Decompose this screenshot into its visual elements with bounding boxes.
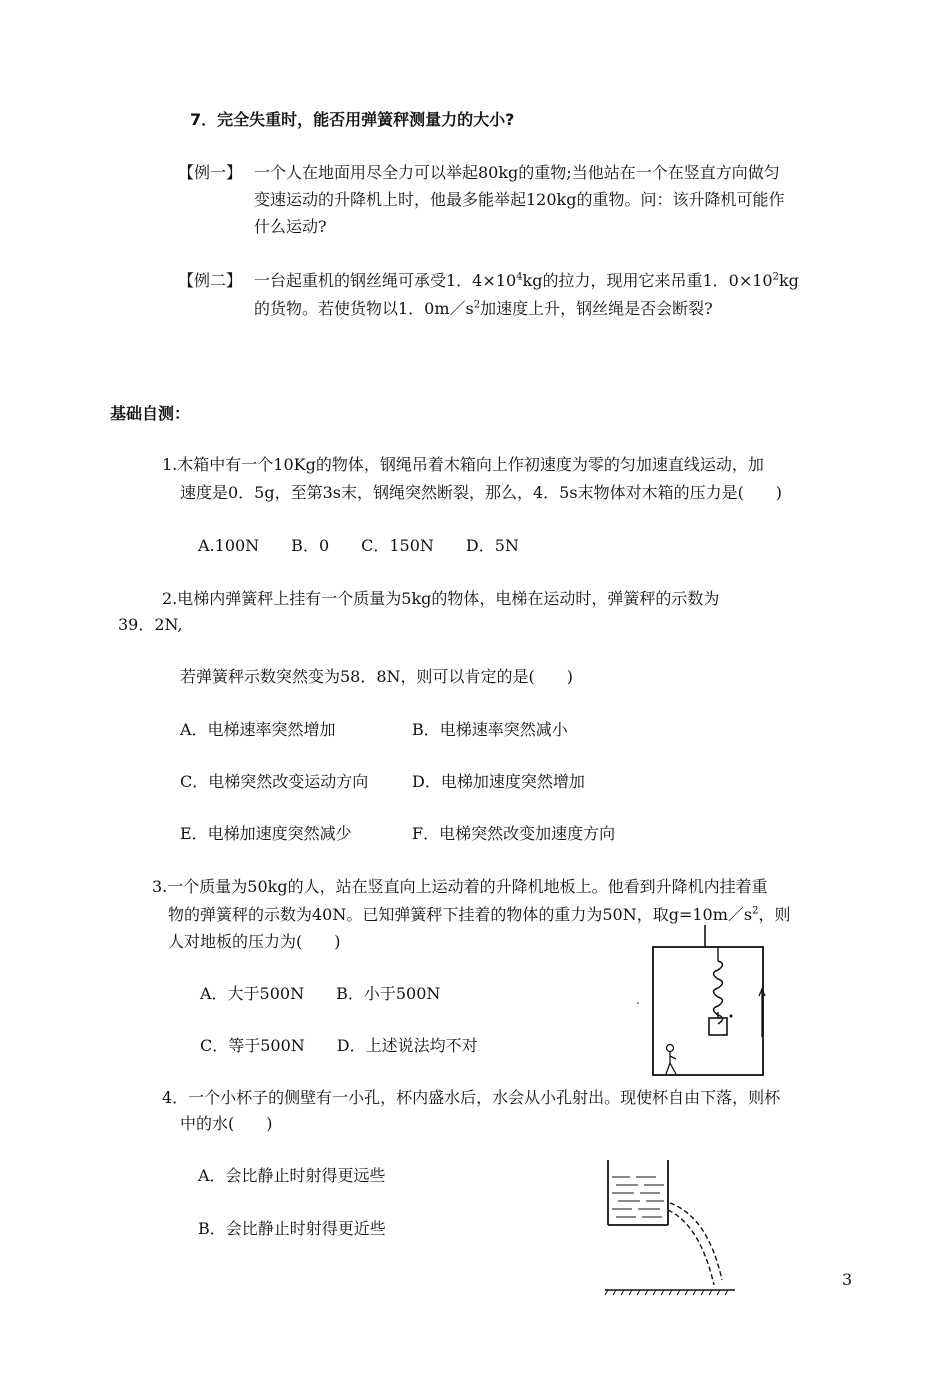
section-title: 7．完全失重时，能否用弹簧秤测量力的大小? — [190, 110, 515, 129]
q3-line-1: 3.一个质量为50kg的人，站在竖直向上运动着的升降机地板上。他看到升降机内挂着重 — [152, 877, 768, 896]
page-number: 3 — [842, 1270, 853, 1289]
q2-option-b: B．电梯速率突然减小 — [412, 720, 568, 739]
cup-figure — [600, 1155, 745, 1305]
q1-options: A.100N B．0 C．150N D．5N — [198, 536, 519, 555]
example1-line-2: 变速运动的升降机上时，他最多能举起120kg的重物。问：该升降机可能作 — [254, 190, 785, 209]
example1-line-3: 什么运动? — [254, 217, 327, 236]
q2-option-f: F．电梯突然改变加速度方向 — [412, 824, 616, 843]
q4-line-1: 4．一个小杯子的侧壁有一小孔，杯内盛水后，水会从小孔射出。现使杯自由下落，则杯 — [162, 1088, 781, 1107]
example2-tag: 【例二】 — [178, 271, 243, 290]
q1-line-1: 1.木箱中有一个10Kg的物体，钢绳吊着木箱向上作初速度为零的匀加速直线运动，加 — [162, 455, 764, 474]
q3-line-3: 人对地板的压力为( ) — [168, 932, 341, 951]
q2-option-c: C．电梯突然改变运动方向 — [180, 772, 369, 791]
self-test-heading: 基础自测： — [110, 404, 191, 423]
q2-option-e: E．电梯加速度突然减少 — [180, 824, 352, 843]
q2-line-2: 39．2N, — [118, 615, 183, 634]
q2-option-a: A．电梯速率突然增加 — [180, 720, 336, 739]
q4-option-a: A．会比静止时射得更远些 — [198, 1166, 386, 1185]
q3-options-cd: C．等于500N D．上述说法均不对 — [200, 1036, 478, 1055]
q4-option-b: B．会比静止时射得更近些 — [198, 1219, 386, 1238]
q2-line-3: 若弹簧秤示数突然变为58．8N，则可以肯定的是( ) — [180, 667, 574, 686]
example2-line-1: 一台起重机的钢丝绳可承受1．$4\times 10^4kg$的拉力，现用它来吊重1．$0\times 10^2kg$ — [254, 271, 799, 290]
q2-line-1: 2.电梯内弹簧秤上挂有一个质量为5kg的物体，电梯在运动时，弹簧秤的示数为 — [162, 589, 720, 608]
q3-options-ab: A．大于500N B．小于500N — [200, 984, 441, 1003]
q1-line-2: 速度是0．5g，至第3s末，钢绳突然断裂，那么，4．5s末物体对木箱的压力是( ) — [180, 483, 783, 502]
q3-line-2: 物的弹簧秤的示数为40N。已知弹簧秤下挂着的物体的重力为50N，取$g=10m/s^2$，则 — [168, 905, 791, 924]
example1-line-1: 一个人在地面用尽全力可以举起80kg的重物;当他站在一个在竖直方向做匀 — [254, 163, 780, 182]
example2-line-2: 的货物。若使货物以1．$0m/s^2$加速度上升，钢丝绳是否会断裂? — [254, 299, 713, 318]
q2-option-d: D．电梯加速度突然增加 — [412, 772, 585, 791]
q4-line-2: 中的水( ) — [180, 1114, 273, 1133]
elevator-figure — [630, 925, 800, 1080]
example1-tag: 【例一】 — [178, 163, 243, 182]
